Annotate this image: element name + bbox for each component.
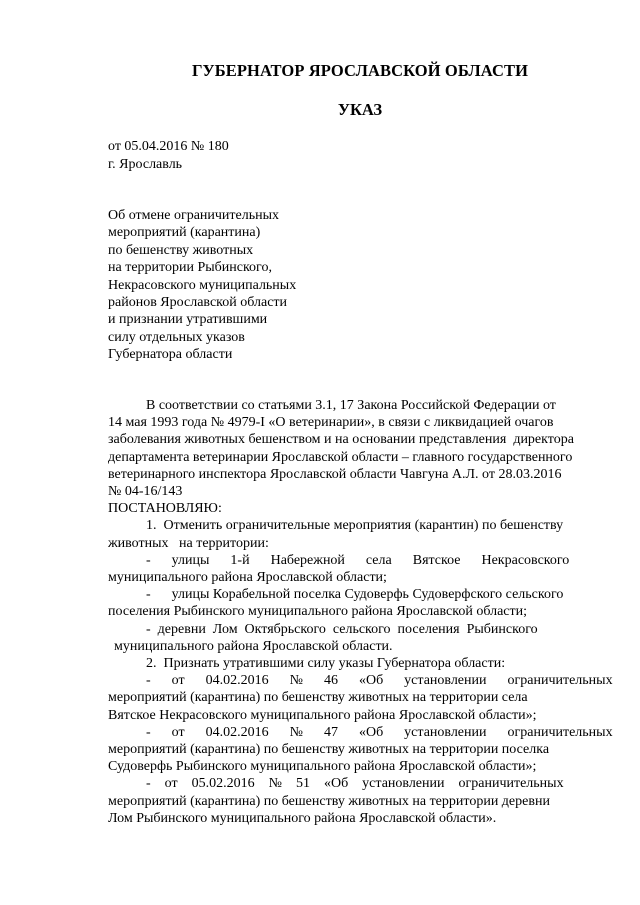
item-1-bullet-line: муниципального района Ярославской области; [108,570,387,586]
item-1-bullet-line: - улицы 1-й Набережной села Вятское Некрасовского [146,552,570,568]
item-2-bullet-line: мероприятий (карантина) по бешенству животных на территории деревни [108,793,550,809]
item-1 [108,517,610,655]
document-subject [108,207,348,364]
item-1-bullet-line: - улицы Корабельной поселка Судоверфь Судоверфского сельского [146,587,564,603]
item-2-bullet-line: Вятское Некрасовского муниципального района Ярославской области»; [108,707,537,723]
document-header-title: ГУБЕРНАТОР ЯРОСЛАВСКОЙ ОБЛАСТИ [191,61,529,80]
subject-line: районов Ярославской области [108,295,288,311]
item-1-line: 1. Отменить ограничительные мероприятия (карантин) по бешенству [146,518,564,534]
preamble-line: № 04-16/143 [108,484,183,500]
item-1-bullet-line: поселения Рыбинского муниципального района Ярославской области; [108,604,528,620]
item-2-bullet-line: - от 04.02.2016 № 47 «Об установлении ограничительных [146,724,613,740]
item-2-bullet-line: мероприятий (карантина) по бешенству животных на территории села [108,690,528,706]
item-2-bullet-line: мероприятий (карантина) по бешенству животных на территории поселка [108,742,550,758]
item-2-bullet-line: - от 05.02.2016 № 51 «Об установлении ограничительных [146,776,564,792]
preamble-line: В соответствии со статьями 3.1, 17 Закона Российской Федерации от [146,398,556,413]
document-meta [108,138,229,174]
subject-line: на территории Рыбинского, [108,260,272,276]
preamble-line: ветеринарного инспектора Ярославской области Чавгуна А.Л. от 28.03.2016 [108,466,562,482]
preamble-line: департамента ветеринарии Ярославской области – главного государственного [108,449,573,465]
preamble-line: заболевания животных бешенством и на основании представления директора [108,432,574,448]
document-type: УКАЗ [337,100,383,119]
item-1-line: животных на территории: [108,535,269,551]
item-1-bullet-line: муниципального района Ярославской области. [114,638,393,654]
preamble-line: 14 мая 1993 года № 4979-I «О ветеринарии», в связи с ликвидацией очагов [108,415,554,431]
preamble [108,397,610,500]
subject-line: Губернатора области [108,347,233,363]
item-2-bullet-line: Судоверфь Рыбинского муниципального района Ярославской области»; [108,759,537,775]
document-date-number: от 05.04.2016 № 180 [108,139,229,154]
subject-line: и признании утратившими [108,312,268,328]
subject-line: Об отмене ограничительных [108,208,280,223]
subject-line: по бешенству животных [108,242,254,258]
decree-word: ПОСТАНОВЛЯЮ: [108,501,222,517]
item-2-line: 2. Признать утратившими силу указы Губернатора области: [146,656,506,672]
document-city: г. Ярославль [108,157,183,172]
subject-line: Некрасовского муниципальных [108,277,297,293]
subject-line: силу отдельных указов [108,329,245,345]
subject-line: мероприятий (карантина) [108,225,261,241]
item-2-bullet-line: - от 04.02.2016 № 46 «Об установлении ограничительных [146,673,613,689]
item-1-bullet-line: - деревни Лом Октябрьского сельского поселения Рыбинского [146,621,538,637]
document-body [108,397,613,827]
item-2-bullet-line: Лом Рыбинского муниципального района Ярославской области». [108,810,497,826]
item-2 [108,655,613,827]
